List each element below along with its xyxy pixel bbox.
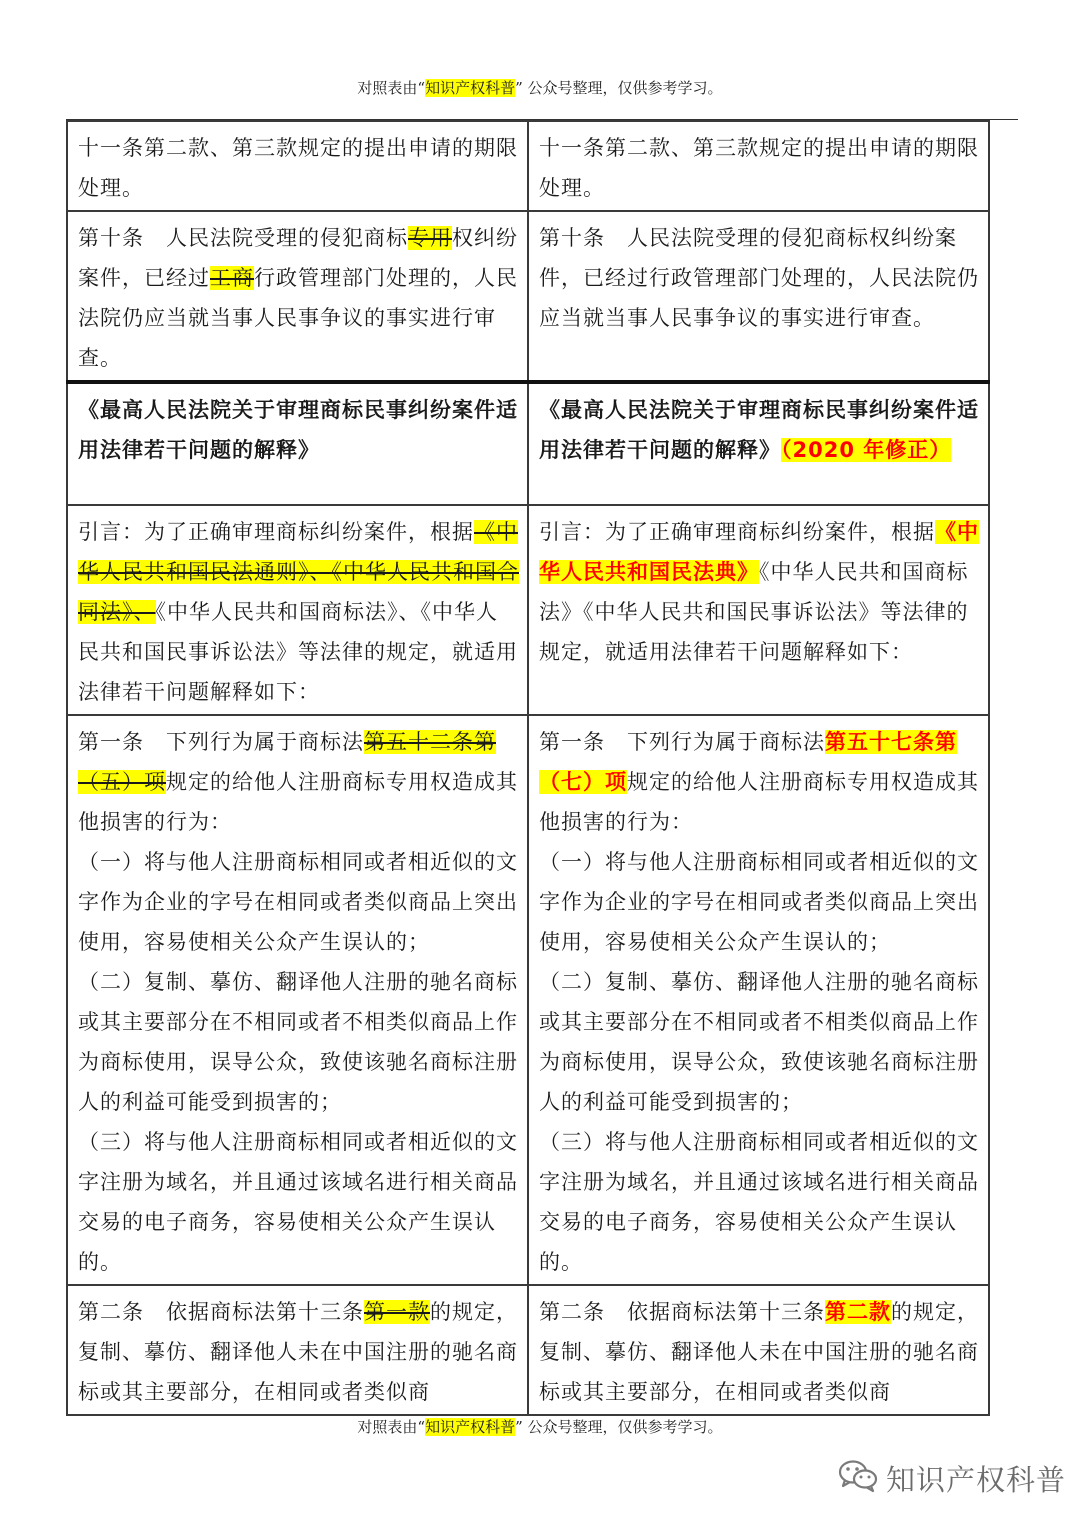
old-cell: [67, 1285, 528, 1415]
old-document-title: 《最高人民法院关于审理商标民事纠纷案件适用法律若干问题的解释》: [78, 398, 518, 462]
deleted-text: 第一款: [364, 1300, 430, 1324]
list-item: （一）将与他人注册商标相同或者相近似的文字作为企业的字号在相同或者类似商品上突出使用，容易使相关公众产生误认的；: [539, 850, 979, 954]
old-cell: [67, 211, 528, 382]
new-text: 第二条 依据商标法第十三条: [539, 1300, 825, 1324]
table-row: [67, 1285, 989, 1415]
new-cell: [528, 715, 989, 1285]
deleted-text: 《中华人民共和国民法通则》、《中华人民共和国合同法》、: [78, 520, 519, 624]
revision-tag: （2020 年修正）: [781, 438, 952, 462]
old-text: 第二条 依据商标法第十三条: [78, 1300, 364, 1324]
table-row-title: [67, 382, 989, 505]
header-text-pre: 对照表由“: [357, 79, 426, 97]
table-row: [67, 715, 989, 1285]
old-cell: [67, 121, 528, 211]
new-cell: [528, 121, 989, 211]
old-text: 第一条 下列行为属于商标法: [78, 730, 364, 754]
old-text: 第十条 人民法院受理的侵犯商标: [78, 226, 408, 250]
list-item: （二）复制、摹仿、翻译他人注册的驰名商标或其主要部分在不相同或者不相类似商品上作为商标使用，误导公众，致使该驰名商标注册人的利益可能受到损害的；: [539, 970, 979, 1114]
page-header: [0, 77, 1080, 98]
table-row: [67, 121, 989, 211]
new-article-1-lead: [539, 722, 980, 842]
old-text: 行政管理部门处理的，人民法院仍应当就当事人民事争议的事实进行审查。: [78, 266, 518, 370]
old-text: 十一条第二款、第三款规定的提出申请的期限处理。: [78, 136, 518, 200]
comparison-table: [66, 120, 990, 1416]
added-text: 第五十七条第（七）项: [539, 730, 957, 794]
footer-text-post: ” 公众号整理，仅供参考学习。: [515, 1418, 723, 1436]
old-text: 《中华人民共和国商标法》、《中华人民共和国民事诉讼法》等法律的规定，就适用法律若干问题解释如下：: [78, 600, 518, 704]
page-footer: [0, 1416, 1080, 1437]
new-text: 引言：为了正确审理商标纠纷案件，根据: [539, 520, 935, 544]
list-item: （一）将与他人注册商标相同或者相近似的文字作为企业的字号在相同或者类似商品上突出使用，容易使相关公众产生误认的；: [78, 850, 518, 954]
table-row: [67, 211, 989, 382]
list-item: （三）将与他人注册商标相同或者相近似的文字注册为域名，并且通过该域名进行相关商品交易的电子商务，容易使相关公众产生误认的。: [539, 1130, 979, 1274]
new-text: 的规定，复制、摹仿、翻译他人未在中国注册的驰名商标或其主要部分，在相同或者类似商: [539, 1300, 979, 1404]
watermark-text: 知识产权科普: [886, 1462, 1067, 1497]
new-text: 《中华人民共和国商标法》《中华人民共和国民事诉讼法》等法律的规定，就适用法律若干问题解释如下：: [539, 560, 969, 664]
table-row: [67, 505, 989, 715]
old-cell: [67, 505, 528, 715]
old-article-1-lead: [78, 722, 519, 842]
list-item: （三）将与他人注册商标相同或者相近似的文字注册为域名，并且通过该域名进行相关商品交易的电子商务，容易使相关公众产生误认的。: [78, 1130, 518, 1274]
new-text: 第一条 下列行为属于商标法: [539, 730, 825, 754]
deleted-text: 工商: [210, 266, 254, 290]
new-cell: [528, 211, 989, 382]
old-text: 引言：为了正确审理商标纠纷案件，根据: [78, 520, 474, 544]
old-text: 权纠纷案件，已经过: [78, 226, 518, 290]
old-title-cell: [67, 382, 528, 505]
wechat-icon: [838, 1459, 878, 1497]
footer-text-pre: 对照表由“: [357, 1418, 426, 1436]
new-text: 第十条 人民法院受理的侵犯商标权纠纷案件，已经过行政管理部门处理的，人民法院仍应当就当事人民事争议的事实进行审查。: [539, 226, 979, 330]
deleted-text: 专用: [408, 226, 452, 250]
header-account-name: 知识产权科普: [425, 79, 516, 97]
old-text: 的规定，复制、摹仿、翻译他人未在中国注册的驰名商标或其主要部分，在相同或者类似商: [78, 1300, 518, 1404]
list-item: （二）复制、摹仿、翻译他人注册的驰名商标或其主要部分在不相同或者不相类似商品上作为商标使用，误导公众，致使该驰名商标注册人的利益可能受到损害的；: [78, 970, 518, 1114]
added-text: 第二款: [825, 1300, 891, 1324]
footer-account-name: 知识产权科普: [425, 1418, 516, 1436]
new-cell: [528, 505, 989, 715]
watermark: [838, 1456, 1066, 1500]
new-title-cell: [528, 382, 989, 505]
new-text: 规定的给他人注册商标专用权造成其他损害的行为：: [539, 770, 979, 834]
new-cell: [528, 1285, 989, 1415]
added-text: 《中华人民共和国民法典》: [539, 520, 979, 584]
deleted-text: 第五十二条第（五）项: [78, 730, 496, 794]
new-document-title: 《最高人民法院关于审理商标民事纠纷案件适用法律若干问题的解释》: [539, 398, 979, 462]
old-text: 规定的给他人注册商标专用权造成其他损害的行为：: [78, 770, 518, 834]
new-text: 十一条第二款、第三款规定的提出申请的期限处理。: [539, 136, 979, 200]
header-text-post: ” 公众号整理，仅供参考学习。: [515, 79, 723, 97]
old-cell: [67, 715, 528, 1285]
